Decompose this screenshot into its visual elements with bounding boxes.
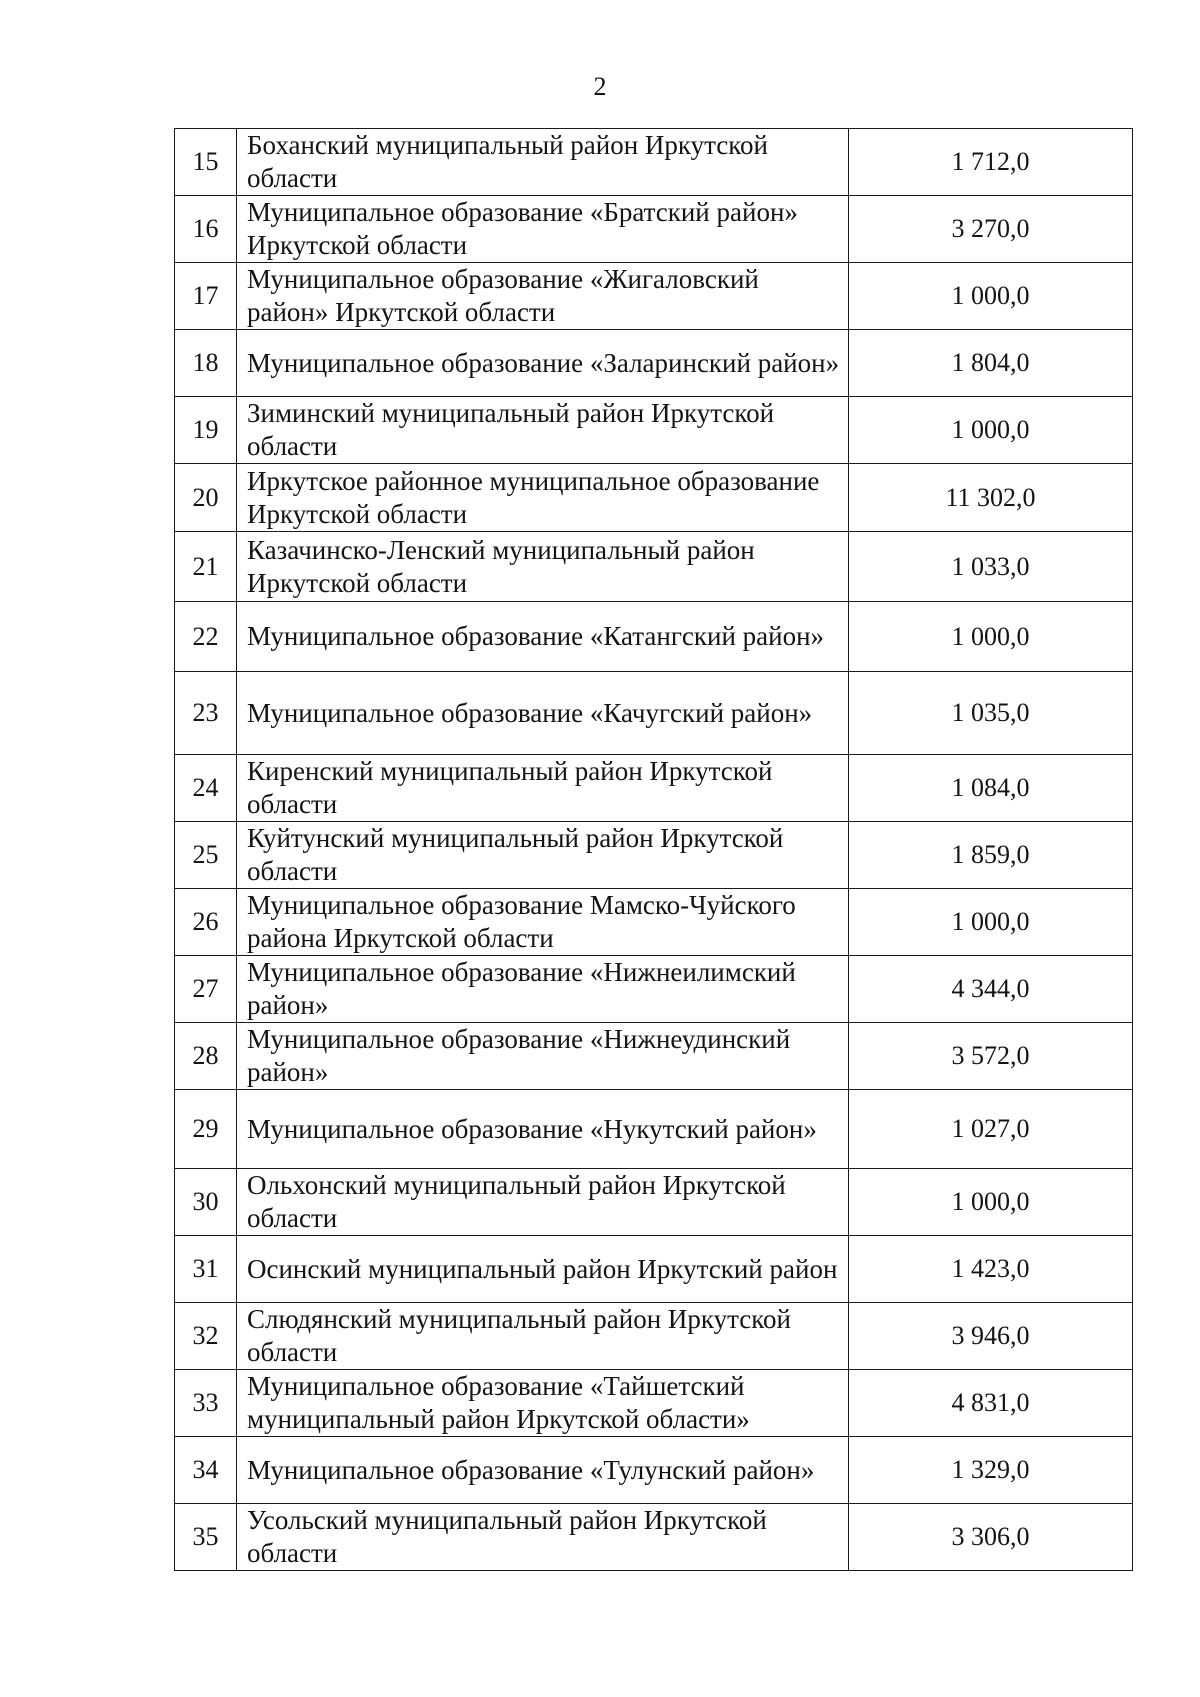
amount-value: 4 344,0 <box>849 956 1133 1023</box>
table-row <box>175 263 1133 330</box>
allocation-table <box>174 128 1133 1571</box>
row-number: 16 <box>175 196 237 263</box>
table-row <box>175 822 1133 889</box>
row-number: 21 <box>175 532 237 602</box>
row-number: 15 <box>175 129 237 196</box>
amount-value: 1 712,0 <box>849 129 1133 196</box>
row-number: 19 <box>175 397 237 464</box>
amount-value: 11 302,0 <box>849 464 1133 532</box>
table-row <box>175 397 1133 464</box>
municipality-name: Иркутское районное муниципальное образование Иркутской области <box>237 464 849 532</box>
table-row <box>175 602 1133 672</box>
table-row <box>175 330 1133 397</box>
row-number: 35 <box>175 1504 237 1571</box>
table-row <box>175 1023 1133 1090</box>
amount-value: 1 000,0 <box>849 263 1133 330</box>
municipality-name: Зиминский муниципальный район Иркутской области <box>237 397 849 464</box>
amount-value: 1 027,0 <box>849 1090 1133 1169</box>
row-number: 34 <box>175 1437 237 1504</box>
municipality-name: Муниципальное образование «Тайшетский муниципальный район Иркутской области» <box>237 1370 849 1437</box>
municipality-name: Муниципальное образование Мамско-Чуйского района Иркутской области <box>237 889 849 956</box>
amount-value: 1 033,0 <box>849 532 1133 602</box>
table-row <box>175 1370 1133 1437</box>
municipality-name: Усольский муниципальный район Иркутской области <box>237 1504 849 1571</box>
amount-value: 1 423,0 <box>849 1236 1133 1303</box>
municipality-name: Муниципальное образование «Нукутский район» <box>237 1090 849 1169</box>
row-number: 27 <box>175 956 237 1023</box>
row-number: 17 <box>175 263 237 330</box>
table-row <box>175 956 1133 1023</box>
amount-value: 1 035,0 <box>849 672 1133 755</box>
table-row <box>175 1169 1133 1236</box>
amount-value: 4 831,0 <box>849 1370 1133 1437</box>
municipality-name: Муниципальное образование «Тулунский район» <box>237 1437 849 1504</box>
table-row <box>175 196 1133 263</box>
table-row <box>175 1303 1133 1370</box>
amount-value: 1 000,0 <box>849 602 1133 672</box>
table-body <box>175 129 1133 1571</box>
row-number: 24 <box>175 755 237 822</box>
municipality-name: Казачинско-Ленский муниципальный район Иркутской области <box>237 532 849 602</box>
amount-value: 1 329,0 <box>849 1437 1133 1504</box>
row-number: 20 <box>175 464 237 532</box>
row-number: 25 <box>175 822 237 889</box>
amount-value: 3 946,0 <box>849 1303 1133 1370</box>
amount-value: 1 859,0 <box>849 822 1133 889</box>
municipality-name: Ольхонский муниципальный район Иркутской области <box>237 1169 849 1236</box>
row-number: 29 <box>175 1090 237 1169</box>
amount-value: 3 270,0 <box>849 196 1133 263</box>
table-row <box>175 1090 1133 1169</box>
amount-value: 1 000,0 <box>849 397 1133 464</box>
municipality-name: Муниципальное образование «Нижнеилимский район» <box>237 956 849 1023</box>
table-row <box>175 1437 1133 1504</box>
row-number: 26 <box>175 889 237 956</box>
row-number: 28 <box>175 1023 237 1090</box>
municipality-name: Куйтунский муниципальный район Иркутской области <box>237 822 849 889</box>
table-row <box>175 1504 1133 1571</box>
row-number: 30 <box>175 1169 237 1236</box>
amount-value: 1 084,0 <box>849 755 1133 822</box>
table-row <box>175 755 1133 822</box>
row-number: 22 <box>175 602 237 672</box>
municipality-name: Осинский муниципальный район Иркутский район <box>237 1236 849 1303</box>
amount-value: 3 572,0 <box>849 1023 1133 1090</box>
municipality-name: Киренский муниципальный район Иркутской области <box>237 755 849 822</box>
table-row <box>175 532 1133 602</box>
table-row <box>175 1236 1133 1303</box>
municipality-name: Боханский муниципальный район Иркутской области <box>237 129 849 196</box>
municipality-name: Муниципальное образование «Катангский район» <box>237 602 849 672</box>
row-number: 23 <box>175 672 237 755</box>
amount-value: 3 306,0 <box>849 1504 1133 1571</box>
municipality-name: Муниципальное образование «Нижнеудинский район» <box>237 1023 849 1090</box>
row-number: 18 <box>175 330 237 397</box>
table-row <box>175 672 1133 755</box>
amount-value: 1 000,0 <box>849 889 1133 956</box>
row-number: 32 <box>175 1303 237 1370</box>
row-number: 31 <box>175 1236 237 1303</box>
row-number: 33 <box>175 1370 237 1437</box>
municipality-name: Муниципальное образование «Качугский район» <box>237 672 849 755</box>
municipality-name: Муниципальное образование «Жигаловский район» Иркутской области <box>237 263 849 330</box>
table-row <box>175 464 1133 532</box>
municipality-name: Муниципальное образование «Заларинский район» <box>237 330 849 397</box>
table-row <box>175 129 1133 196</box>
table-row <box>175 889 1133 956</box>
amount-value: 1 804,0 <box>849 330 1133 397</box>
municipality-name: Муниципальное образование «Братский район» Иркутской области <box>237 196 849 263</box>
municipality-name: Слюдянский муниципальный район Иркутской области <box>237 1303 849 1370</box>
amount-value: 1 000,0 <box>849 1169 1133 1236</box>
page-number: 2 <box>593 72 607 101</box>
